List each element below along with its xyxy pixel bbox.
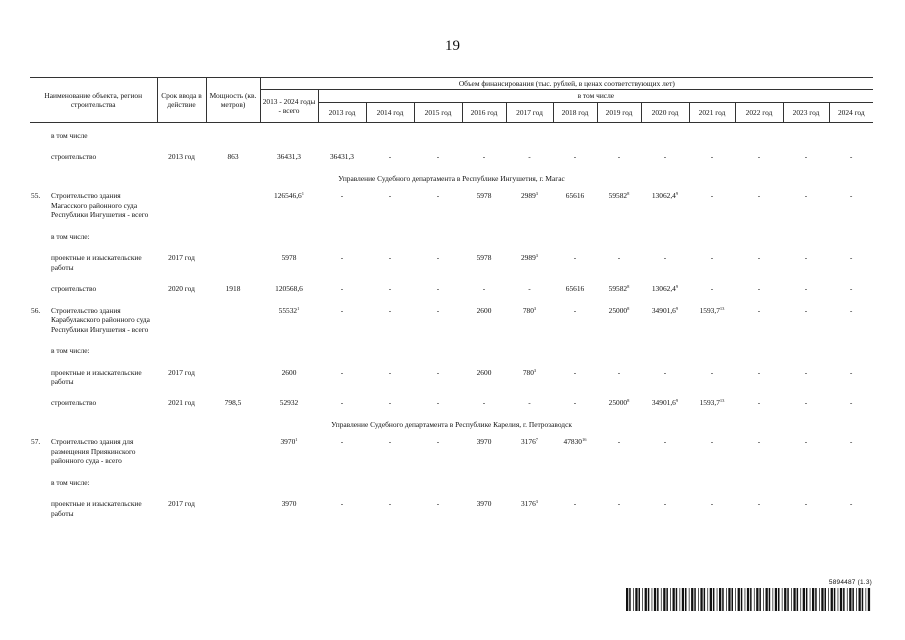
year-value: - [849,191,853,201]
commissioning-term: 2017 год [168,253,195,263]
barcode-bar [797,588,799,611]
year-value: - [340,305,344,315]
barcode-bar [661,588,662,611]
capacity-value: 1918 [225,284,241,294]
year-value: - [663,499,667,509]
year-value: - [340,437,344,447]
year-value: $780^3$ [522,367,537,377]
barcode-bar [763,588,764,611]
year-value: - [849,499,853,509]
barcode-bar [685,588,687,611]
barcode-bar [868,588,870,611]
barcode-bar [806,588,808,611]
year-value: - [849,437,853,447]
year-value: - [710,499,714,509]
footnote-ref: 1 [301,191,304,197]
footnote-ref: 13 [719,305,725,311]
year-value: 65616 [565,191,585,201]
barcode-bar [689,588,690,611]
year-value: - [849,367,853,377]
commissioning-term [157,437,206,465]
barcode-bar [831,588,833,611]
barcode-bar [738,588,740,611]
year-value: - [528,398,531,408]
subheading-label: в том числе [51,130,88,140]
barcode-label: 5894487 (1.3) [828,579,872,586]
footnote-ref: 8 [627,305,630,311]
year-value: 59582$^8$ [608,284,630,294]
year-value: - [757,253,761,263]
barcode-bar [847,588,848,611]
year-value: 3970 [476,499,492,509]
header-name: Наименование объекта, регион строительства [30,78,157,123]
barcode-bar [726,588,727,611]
barcode-bar [800,588,801,611]
year-value: 3176$^7$ [520,437,539,447]
footnote-ref: 9 [675,305,679,311]
total-value: 126546,6$^1$ [274,191,304,201]
year-value: - [804,305,808,315]
year-value: - [804,499,808,509]
year-value: - [757,305,761,315]
header-including: в том числе [318,90,873,102]
table-row [30,398,873,407]
object-name: 57. Строительство здания для размещения Приякинского районного суда - всего [31,437,136,466]
barcode-bar [747,588,749,611]
year-value: 59582$^8$ [608,191,630,201]
year-value: - [388,305,392,315]
barcode-bar [821,588,823,611]
object-name: 55. Строительство здания Магасского районного суда Республики Ингушетия - всего [31,191,149,220]
year-value: - [340,284,344,294]
year-value: - [340,398,344,408]
year-value: $780^3$ [522,305,537,315]
year-value: - [436,398,440,408]
header-year: 2018 год [553,102,597,122]
header-year: 2020 год [641,102,689,122]
year-value: 3176$^3$ [520,499,539,509]
year-value: - [340,191,344,201]
barcode-bar [773,588,774,611]
footnote-ref: 13 [719,398,725,404]
year-value: - [388,437,392,447]
header-year: 2021 год [689,102,735,122]
barcode-bar [652,588,653,611]
barcode-bar [635,588,637,611]
year-value: 25000$^8$ [608,398,630,408]
subheading-label: в том числе: [51,477,90,487]
barcode-bar [838,588,839,611]
table-row [30,368,873,387]
year-value: - [482,398,486,408]
year-value: - [710,367,714,377]
footnote-ref: 1 [297,305,300,311]
item-number: 57. [31,437,41,447]
barcode-bar [719,588,721,611]
year-value: - [757,284,761,294]
footnote-ref: 1 [295,437,298,443]
barcode-bar [852,588,854,611]
barcode-bar [759,588,761,611]
year-value: - [528,152,531,162]
capacity-value [206,306,260,334]
barcode-bar [819,588,820,611]
year-value: - [757,191,761,201]
year-value: - [388,191,392,201]
year-value: - [663,367,667,377]
year-value: - [663,437,667,447]
footnote-ref: 3 [535,499,539,505]
year-value: - [849,152,853,162]
capacity-value [206,368,260,387]
footnote-ref: 9 [675,398,679,404]
header-funding: Объем финансирования (тыс. рублей, в ценах соответствующих лет) [260,78,873,90]
total-value: 120568,6 [275,284,303,294]
header-year: 2013 год [318,102,366,122]
year-value: - [804,367,808,377]
year-value: - [757,499,761,509]
footnote-ref: 8 [627,191,630,197]
commissioning-term [157,191,206,219]
financing-table [30,77,873,524]
year-value: 2989$^3$ [520,253,539,263]
barcode-bar [732,588,734,611]
year-value: - [804,437,808,447]
commissioning-term: 2013 год [168,152,195,162]
year-value: - [710,191,714,201]
year-value: - [482,152,486,162]
barcode-bar [856,588,857,611]
year-value: - [340,367,344,377]
barcode-bar [728,588,730,611]
year-value: - [573,305,577,315]
commissioning-term: 2020 год [168,284,195,294]
barcode-bar [648,588,650,611]
subheading-row [30,346,873,355]
barcode-bar [700,588,702,611]
year-value: - [804,398,808,408]
object-name: проектные и изыскательские работы [51,253,142,272]
year-value: 2600 [476,305,492,315]
item-number: 55. [31,191,41,201]
subheading-label: в том числе: [51,346,90,356]
footnote-ref: 3 [533,305,537,311]
year-value: - [663,152,667,162]
year-value: - [573,253,577,263]
barcode-bar [691,588,693,611]
year-value: - [388,284,392,294]
barcode-bar [754,588,755,611]
section-title: Управление Судебного департамента в Республике Ингушетия, г. Магас [338,173,565,183]
year-value: 47830$^{16}$ [563,437,587,447]
year-value: - [804,284,808,294]
year-value: - [436,284,440,294]
footnote-ref: 9 [675,284,679,290]
year-value: - [617,253,621,263]
barcode-bar [803,588,805,611]
year-value: - [436,253,440,263]
barcode-bar [710,588,712,611]
year-value: - [482,284,486,294]
year-value: - [388,499,392,509]
commissioning-term: 2021 год [168,398,195,408]
year-value: - [573,398,577,408]
footnote-ref: 8 [627,398,630,404]
barcode-bar [769,588,771,611]
section-row [30,420,873,429]
barcode-bar [849,588,851,611]
capacity-value: 863 [227,152,239,162]
header-year: 2019 год [597,102,641,122]
year-value: - [663,253,667,263]
year-value: 65616 [565,284,585,294]
year-value: - [617,499,621,509]
year-value: 36431,3 [329,152,355,162]
barcode-bar [633,588,634,611]
year-value: - [757,437,761,447]
subheading-row [30,478,873,487]
footnote-ref: 3 [535,253,539,259]
object-name: проектные и изыскательские работы [51,499,142,518]
table-row [30,253,873,272]
header-total: 2013 - 2024 годы - всего [260,90,318,122]
year-value: - [573,152,577,162]
year-value: - [710,253,714,263]
barcode-bar [673,588,675,611]
item-number: 56. [31,305,41,315]
barcode-bar [828,588,829,611]
object-name: 56. Строительство здания Карабулакского районного суда Республики Ингушетия - всего [31,305,150,334]
total-value: 3970 [281,499,297,509]
footnote-ref: 3 [533,367,537,373]
barcode-bar [645,588,647,611]
barcode-bar [787,588,789,611]
barcode-bar [745,588,746,611]
barcode-bar [717,588,718,611]
header-year: 2017 год [506,102,553,122]
barcode-bar [782,588,783,611]
barcode-bar [778,588,780,611]
barcode-bar [791,588,792,611]
barcode-bar [735,588,736,611]
barcode-bar [663,588,665,611]
total-value: 3970$^1$ [280,437,298,447]
year-value: - [804,152,808,162]
barcode-bar [642,588,643,611]
capacity-value: 798,5 [224,398,242,408]
year-value: - [573,499,577,509]
barcode-bar [722,588,724,611]
year-value: - [528,284,531,294]
year-value: - [436,367,440,377]
year-value: 13062,4$^9$ [651,284,679,294]
total-value: 5978 [281,253,297,263]
table-row [30,499,873,518]
barcode-bar [682,588,684,611]
barcode-icon [626,588,872,611]
header-year: 2015 год [414,102,462,122]
barcode-bar [840,588,842,611]
footnote-ref: 16 [581,437,587,443]
year-value: - [804,191,808,201]
barcode-bar [666,588,668,611]
barcode-bar [766,588,768,611]
year-value: - [340,499,344,509]
year-value: 34901,6$^9$ [651,398,679,408]
commissioning-term: 2017 год [168,367,195,377]
barcode-bar [834,588,836,611]
barcode-bar [843,588,845,611]
footnote-ref: 3 [535,191,539,197]
year-value: - [710,437,714,447]
barcode-bar [866,588,867,611]
barcode-bar [639,588,641,611]
year-value: 3970 [476,437,492,447]
barcode [626,579,872,613]
barcode-bar [812,588,814,611]
barcode-bar [680,588,681,611]
year-value: - [710,284,714,294]
year-value: - [757,398,761,408]
object-name: проектные и изыскательские работы [51,367,142,386]
barcode-bar [704,588,706,611]
barcode-bar [629,588,631,611]
barcode-bar [694,588,696,611]
barcode-bar [815,588,817,611]
total-value: 55532$^1$ [278,305,300,315]
year-value: - [436,499,440,509]
barcode-bar [793,588,795,611]
year-value: - [617,152,621,162]
year-value: 2989$^3$ [520,191,539,201]
year-value: - [436,191,440,201]
barcode-bar [654,588,656,611]
year-value: - [436,152,440,162]
header-year: 2024 год [829,102,873,122]
subheading-row [30,131,873,140]
year-value: 1593,7$^{13}$ [699,398,725,408]
year-value: - [388,398,392,408]
barcode-bar [741,588,743,611]
total-value: 52932 [279,398,299,408]
year-value: - [804,253,808,263]
subheading-row [30,232,873,241]
barcode-bar [784,588,786,611]
year-value: 5978 [476,253,492,263]
year-value: - [617,367,621,377]
capacity-value [206,499,260,518]
section-row [30,174,873,183]
year-value: - [617,437,621,447]
year-value: - [436,437,440,447]
table-body [30,122,873,524]
year-value: 5978 [476,191,492,201]
total-value: 36431,3 [276,152,302,162]
total-value: 2600 [281,367,297,377]
year-value: - [573,367,577,377]
year-value: - [849,305,853,315]
object-name: строительство [51,284,97,294]
subheading-label: в том числе: [51,231,90,241]
table-row [30,284,873,293]
header-term: Срок ввода в действие [157,78,206,123]
table-header [30,78,873,123]
table-row [30,437,873,465]
barcode-bar [862,588,864,611]
barcode-bar [657,588,659,611]
object-name: строительство [51,152,97,162]
header-year: 2014 год [366,102,414,122]
barcode-bar [707,588,708,611]
header-year: 2023 год [783,102,829,122]
commissioning-term [157,306,206,334]
year-value: - [388,253,392,263]
year-value: 25000$^8$ [608,305,630,315]
year-value: - [849,398,853,408]
year-value: 34901,6$^9$ [651,305,679,315]
year-value: - [388,152,392,162]
barcode-bar [859,588,861,611]
commissioning-term: 2017 год [168,499,195,509]
capacity-value [206,253,260,272]
footnote-ref: 8 [627,284,630,290]
header-year: 2022 год [735,102,783,122]
table-row [30,306,873,334]
header-year: 2016 год [462,102,506,122]
footnote-ref: 7 [535,437,539,443]
barcode-bar [698,588,699,611]
object-name: строительство [51,398,97,408]
year-value: - [710,152,714,162]
barcode-bar [750,588,752,611]
barcode-bar [670,588,671,611]
year-value: - [388,367,392,377]
table-row [30,152,873,161]
barcode-bar [713,588,715,611]
year-value: - [849,253,853,263]
section-title: Управление Судебного департамента в Республике Карелия, г. Петрозаводск [331,419,572,429]
barcode-bar [775,588,777,611]
capacity-value [206,437,260,465]
year-value: 1593,7$^{13}$ [699,305,725,315]
table-row [30,191,873,219]
year-value: - [757,367,761,377]
year-value: - [849,284,853,294]
barcode-bar [626,588,628,611]
year-value: 13062,4$^9$ [651,191,679,201]
year-value: - [757,152,761,162]
capacity-value [206,191,260,219]
barcode-bar [676,588,678,611]
barcode-bar [810,588,811,611]
footnote-ref: 9 [675,191,679,197]
barcode-bar [756,588,758,611]
header-capacity: Мощность (кв. метров) [206,78,260,123]
year-value: - [436,305,440,315]
year-value: - [340,253,344,263]
barcode-bar [825,588,827,611]
page-number: 19 [445,38,460,54]
year-value: 2600 [476,367,492,377]
